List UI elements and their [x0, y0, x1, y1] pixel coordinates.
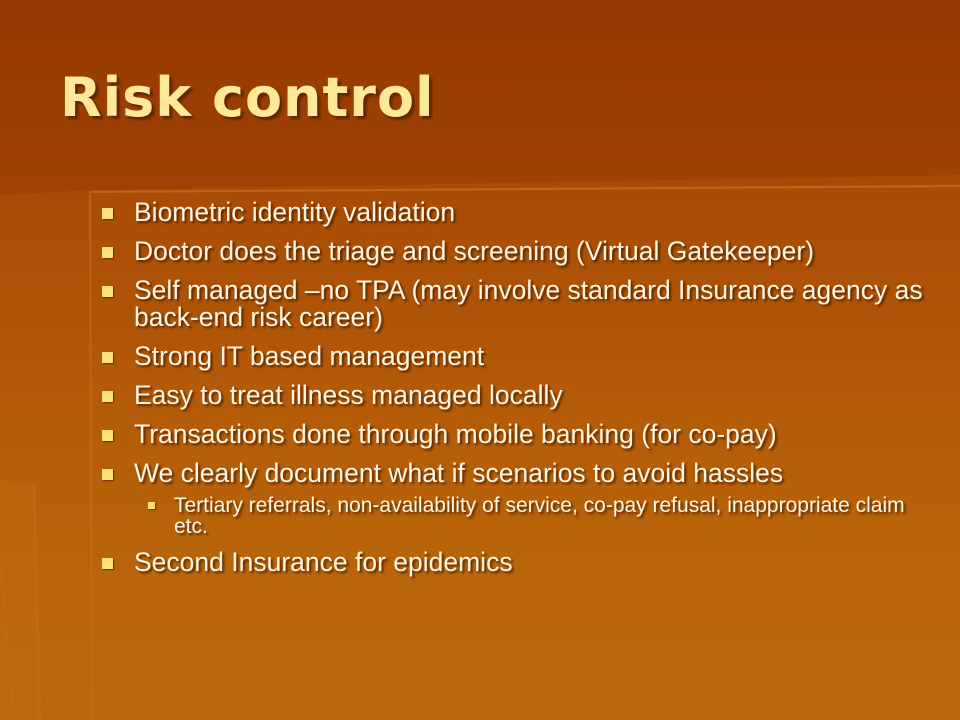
- square-bullet-icon: [102, 352, 113, 363]
- bullet-list: [100, 199, 940, 588]
- bullet-item: [100, 549, 940, 576]
- square-bullet-icon: [102, 208, 113, 219]
- sub-bullet-item: [134, 495, 940, 537]
- square-sub-bullet-icon: [148, 502, 155, 509]
- bullet-text: Self managed –no TPA (may involve standard Insurance agency as back-end risk career): [134, 275, 923, 332]
- square-bullet-icon: [102, 391, 113, 402]
- bullet-text: Easy to treat illness managed locally: [134, 380, 563, 410]
- square-bullet-icon: [102, 558, 113, 569]
- bullet-item: [100, 199, 940, 226]
- bullet-item: [100, 343, 940, 370]
- bullet-text: We clearly document what if scenarios to avoid hassles: [134, 458, 784, 488]
- bullet-item: [100, 382, 940, 409]
- bullet-text: Biometric identity validation: [134, 197, 456, 227]
- bullet-text: Second Insurance for epidemics: [134, 547, 513, 577]
- square-bullet-icon: [102, 430, 113, 441]
- sub-bullet-text: Tertiary referrals, non-availability of service, co-pay refusal, inappropriate claim etc.: [174, 494, 905, 538]
- bullet-item: [100, 421, 940, 448]
- bullet-text: Strong IT based management: [134, 341, 485, 371]
- bullet-text: Transactions done through mobile banking (for co-pay): [134, 419, 777, 449]
- bullet-item: [100, 460, 940, 537]
- bullet-item: [100, 238, 940, 265]
- sub-bullet-list: [134, 495, 940, 537]
- square-bullet-icon: [102, 286, 113, 297]
- bullet-text: Doctor does the triage and screening (Virtual Gatekeeper): [134, 236, 815, 266]
- square-bullet-icon: [102, 469, 113, 480]
- bullet-item: [100, 277, 940, 331]
- slide-title: Risk control: [60, 66, 435, 129]
- square-bullet-icon: [102, 247, 113, 258]
